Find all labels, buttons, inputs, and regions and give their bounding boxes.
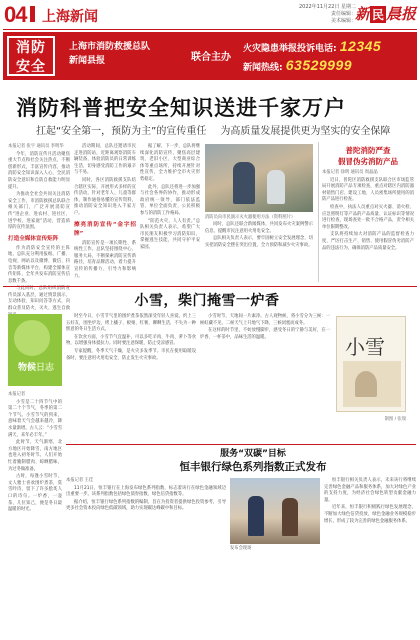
masthead: [0, 0, 420, 28]
section-name: 上海新闻: [42, 9, 98, 25]
newspaper-logo: [355, 3, 416, 24]
page-number-bar: [30, 6, 35, 22]
firefighter-demo-photo: [205, 144, 313, 212]
banner-hotlines: [243, 38, 381, 76]
hazard-hotline: [243, 38, 381, 57]
article3-title: 恒丰银行绿色系列指数正式发布: [179, 461, 327, 473]
photo-caption: 发布会现场: [230, 546, 252, 551]
article2-byline: 本报记者: [8, 392, 26, 397]
paragraph: 今年，消防宣传月活动聚焦重大节点和社会关注热点，不断创新形式，丰富宣传内容，推动消防安全知识深入人心，全民消防安全意识和自防自救能力明显提升。: [8, 151, 70, 190]
sidebar-title-line-2: 假冒伪劣消防产品: [338, 157, 398, 166]
news-hotline-number: 63529999: [285, 57, 353, 73]
paragraph: 近日，普陀区消防救援支队联合区市场监管局开展消防产品专项检查，重点对辖区内消防器材销售门店、建设工地、人员密集场所使用的消防产品进行检查。: [322, 177, 414, 203]
paragraph: 小雪时节，天地间一片素净。古人观物候，将小雪分为三候：一候虹藏不见，二候天气上升地气下降，三候闭塞而成冬。: [200, 314, 330, 326]
article3-column-2: [324, 478, 416, 634]
brand-badge: 民: [371, 8, 384, 22]
article3-byline: 本报记者 王佳: [66, 478, 94, 483]
paragraph: 专家提醒，冬季天气干燥，是火灾多发季节。市民在使用取暖设备时，要注意用火用电安全，防止发生火灾事故。: [66, 348, 196, 361]
hazard-hotline-number: 12345: [339, 38, 382, 54]
hazard-hotline-label: 火灾隐患举报投诉电话:: [243, 44, 337, 54]
paragraph: 与此同时，总队组织消防宣传员深入基层，通过情景演示、互动体验、知识问答等方式，向群众普及防火、灭火、逃生自救: [8, 286, 70, 312]
tag-line-1: 物候: [17, 363, 36, 373]
editor-line: 责任编辑：: [330, 11, 356, 17]
illustration-title: 小雪: [345, 335, 385, 359]
masthead-meta: [299, 4, 356, 25]
banner-organizer: [69, 40, 150, 68]
article1-column-2: [74, 144, 136, 282]
subheadline-right: 为高质量发展提供更为坚实的安全保障: [220, 126, 391, 137]
sidebar-headline: [322, 145, 414, 167]
organizer-dept: 新闻县报: [69, 56, 106, 66]
logo-line-1: 消防: [16, 40, 46, 56]
paragraph: 小雪是二十四节气中的第二十个节气，冬季的第二个节气。小雪节气的到来，意味着天气会越来越冷，降水量渐增。古人云：“小雪雪满天，来年必丰年。”: [8, 399, 62, 438]
news-hotline: [243, 57, 381, 76]
paragraph: 活动期间，总队还邀请市民走进消防站，近距离观察消防车辆装备，体验消防员的日常训练生活，切身感受消防工作的艰辛与不易。: [74, 144, 136, 176]
issue-date: 2022年11月22日 星期二: [298, 4, 356, 10]
masthead-divider: [3, 29, 417, 30]
section-divider: [66, 444, 416, 445]
article1-column-1: [8, 144, 70, 312]
sidebar-byline: 本报记者 徐明 通讯员 周晶晶: [322, 170, 378, 175]
subheadline-left: 扛起“安全第一，预防为主”的宣传重任: [36, 126, 207, 137]
paragraph: 此外，总队还将进一步加强与社会各界的协作，推动形成政府统一领导、部门依法监管、单位全面负责、公民积极参与的消防工作格局。: [140, 184, 200, 216]
article1-subheading-1: 打造全媒体宣传矩阵: [8, 235, 59, 242]
article1-column-4: [205, 222, 313, 282]
paragraph: 此时节，天气渐寒，北方地区开始降雪，南方地区也进入初冬时节。人们开始忙着腌制腊肉、晾晒腊味，为过冬做准备。: [8, 440, 62, 472]
tag-text: [12, 360, 60, 373]
paragraph: 消防宣传是一项长期性、系统性工作。总队坚持围绕中心、服务大局，不断探索消防宣传新路径，培育品牌活动，着力提升宣传的传播力、引导力和影响力。: [74, 240, 136, 279]
light-snow-illustration: [336, 316, 406, 412]
sidebar-body: [322, 170, 414, 282]
column-divider: [318, 142, 319, 282]
designer-line: 美术编辑：: [330, 18, 356, 24]
phenology-journal-tag: [8, 314, 62, 386]
tag-line-2: 日志: [36, 363, 55, 373]
fire-safety-banner: [3, 32, 417, 80]
section-divider: [3, 286, 417, 287]
article3-kicker: 服务“双碳”目标: [220, 449, 286, 459]
paragraph: 时至今日，小雪节气里的围炉煮茶依然深受年轻人喜爱。约上三五好友，围坐炉边，烤上橘子、板栗、红薯，聊聊生活，不失为一种惬意的冬日生活方式。: [66, 314, 196, 333]
news-hotline-label: 新闻热线:: [243, 63, 283, 73]
paragraph: 古时，每逢小雪时节，文人雅士喜欢围炉煮茶，赏雪吟诗，留下了许多脍炙人口的诗句。一炉香，一壶茶，几位知己，便是冬日最温暖的时光。: [8, 474, 62, 513]
organizer-name: 上海市消防救援总队: [69, 42, 151, 52]
article3-photo-caption: [230, 546, 320, 556]
article2-column-3: [200, 314, 330, 444]
paragraph: 为推动全社会共同关注消防安全工作，市消防救援总队联合相关部门，广泛开展消防宣传“进企业、进农村、进社区、进学校、进家庭”活动，营造浓厚的宣传氛围。: [8, 192, 70, 231]
article2-column-1: [8, 392, 62, 634]
paragraph: 据介绍，恒丰银行绿色系列指数的编制，旨在为投资者提供绿色投资参考，引导更多社会资本投向绿色低碳领域，助力实现碳达峰碳中和目标。: [66, 499, 226, 512]
paragraph: 支队将持续加大对消防产品的监督检查力度，严厉打击生产、销售、使用假冒伪劣消防产品的违法行为，确保消防产品质量安全。: [322, 232, 414, 251]
paragraph: 近年来，恒丰银行积极践行绿色发展理念，不断加大绿色信贷投放，绿色金融业务规模稳步增长，形成了较为完善的绿色金融服务体系。: [324, 505, 416, 524]
main-headline: 消防科普把安全知识送进千家万户: [16, 96, 346, 120]
brand-suffix: 晨报: [385, 5, 416, 23]
illustration-caption: 制图 / 张瑞: [384, 417, 406, 422]
paragraph: 恒丰银行相关负责人表示，未来该行将继续完善绿色金融产品和服务体系，加大对绿色产业的支持力度，为经济社会绿色转型贡献金融力量。: [324, 478, 416, 503]
paragraph: 据了解，下一步，总队将继续深化消防宣传，聚焦高层建筑、老旧小区、大型商业综合体等重点场所，持续开展针对性宣传，全力维护全市火灾形势稳定。: [140, 144, 200, 182]
article1-subheading-2: 擦亮消防宣传“金字招牌”: [74, 221, 136, 237]
fire-safety-logo: [7, 36, 55, 76]
paragraph: 作为消防安全宣传的主阵地，总队充分利用报纸、广播、电视、网站以及微博、微信、抖音等新媒体平台，构建全媒体宣传矩阵，全年共发布消防宣传信息数千条。: [8, 245, 70, 284]
launch-ceremony-photo: [230, 478, 320, 544]
sidebar-title-line-1: 普陀消防严查: [345, 146, 391, 155]
article1-column-3: [140, 144, 200, 282]
paragraph: 检查中，执法人员重点对灭火器、消火栓、应急照明灯等产品的产品质量、认证标识等情况进行检查，现场查处一批不合格产品，责令相关单位限期整改。: [322, 204, 414, 230]
photo-caption: 消防员向市民演示灭火器使用方法（资料照片）: [205, 215, 296, 220]
article2-column-2: [66, 314, 196, 444]
paragraph: 同时，总队还联合新闻媒体，共同发布火灾案例警示信息，提醒市民注意用火用电安全。: [205, 222, 313, 234]
paragraph: 总队相关负责人表示，要牢固树立安全发展理念，切实把消防安全摆在突出位置，全力预防和减少火灾事故。: [205, 236, 313, 248]
banner-co-host: 联合主办: [191, 52, 231, 63]
brand-prefix: 新: [354, 5, 370, 23]
paragraph: 在这样的时节里，不妨放慢脚步，感受冬日的宁静与美好，在一炉香、一杯茶中，品味生活的温暖。: [200, 328, 330, 340]
page-number: 04: [4, 2, 27, 27]
illustration-figure: [343, 361, 401, 407]
paragraph: “防范火灾，人人有责。”总队相关负责人表示，希望广大市民朋友积极学习消防知识，掌握逃生技能，共同守护平安家园。: [140, 218, 200, 250]
main-subheadline: [36, 122, 390, 137]
paragraph: 同时，各区消防救援支队结合辖区实际，开展形式多样的宣传活动，针对老年人、儿童等群体，制作通俗易懂的宣传资料，推动消防安全知识进入千家万户。: [74, 177, 136, 216]
article3-headline: [118, 448, 388, 474]
article3-column-1: [66, 478, 226, 634]
logo-line-2: 安全: [16, 59, 46, 75]
paragraph: 11月21日，恒丰银行在上海发布绿色系列指数，标志着该行在绿色金融领域迈出重要一步。该系列指数包括绿色债券指数、绿色信贷指数等。: [66, 485, 226, 498]
paragraph: 在饮食方面，小雪节气宜温补，可以多吃羊肉、牛肉、萝卜等食物，以增强身体抵抗力。同时要注意保暖，防止受凉感冒。: [66, 334, 196, 347]
article1-byline: 本报记者 张宇 通讯员 李明华: [8, 144, 64, 149]
article2-headline: 小雪，柴门掩雪一炉香: [134, 293, 280, 309]
